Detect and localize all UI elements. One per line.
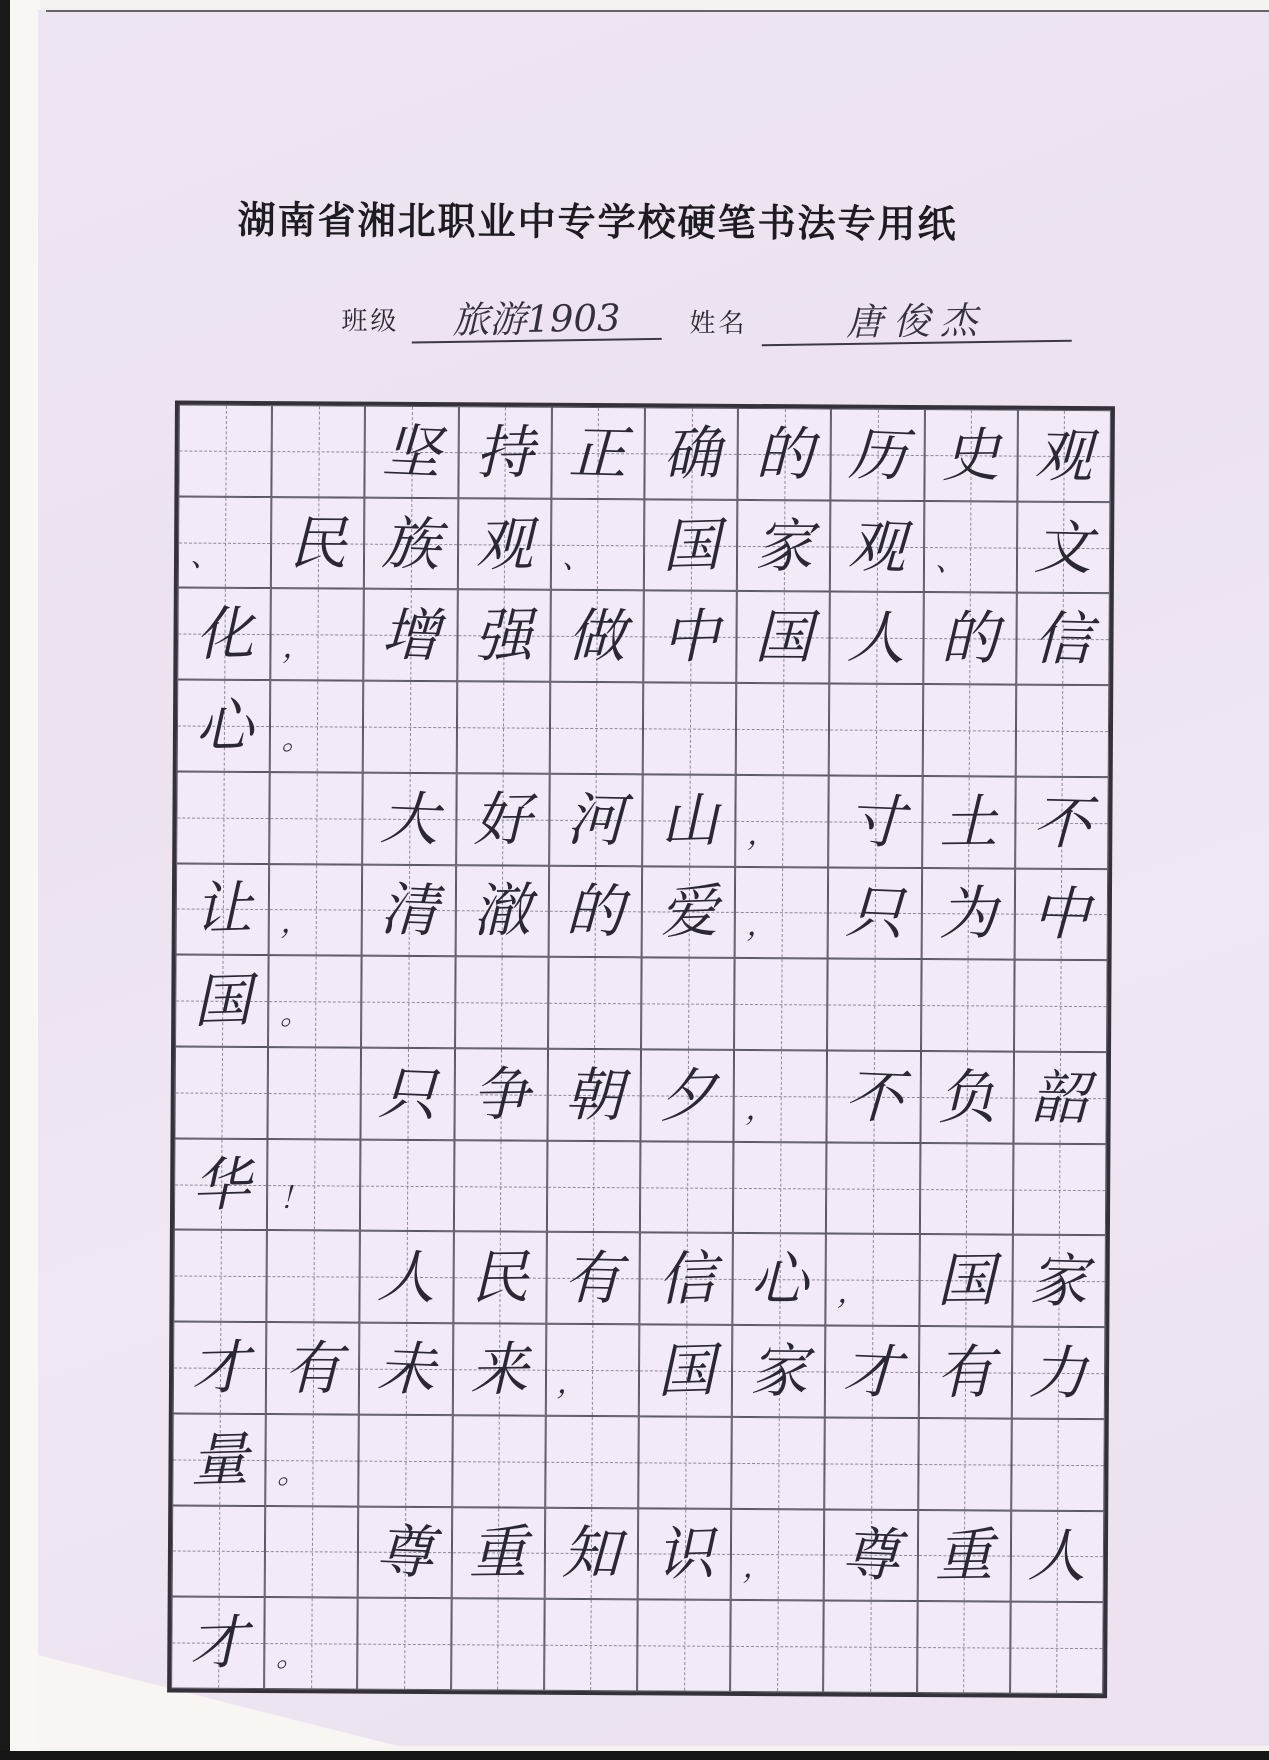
grid-cell [176,863,270,955]
handwritten-char: 家 [754,511,814,580]
grid-cell [458,406,552,498]
name-value-handwritten: 唐俊杰 [761,301,1072,347]
grid-cell [922,684,1016,776]
handwritten-char: 知 [561,1518,622,1589]
handwritten-char: 做 [567,601,627,672]
scan-content [28,10,1269,1753]
grid-cell [1017,410,1111,502]
handwritten-char: 的 [755,419,814,489]
grid-cell [359,1323,453,1415]
grid-cell [921,959,1015,1051]
handwritten-char: 山 [659,785,719,856]
handwritten-char: 。 [275,1639,307,1675]
handwritten-char: 不 [1032,787,1092,858]
handwritten-char: 有 [283,1334,343,1403]
grid-cell [643,591,737,683]
grid-cell [733,1142,827,1234]
grid-cell [454,1140,548,1232]
grid-cell [1012,1327,1106,1419]
grid-cell [546,1324,640,1416]
grid-cell [174,1138,268,1230]
handwritten-char: 。 [281,722,312,758]
grid-cell [172,1505,266,1597]
grid-cell [362,864,456,956]
grid-cell [1010,1510,1104,1602]
grid-cell [920,1051,1014,1143]
grid-cell [456,681,550,773]
grid-cell [178,405,272,497]
handwritten-char: 才 [188,1608,248,1678]
grid-cell [548,865,642,957]
handwritten-char: 来 [469,1335,529,1404]
grid-cell [643,682,737,774]
handwritten-char: ， [836,1275,869,1312]
grid-cell [550,682,644,774]
grid-cell [828,867,922,959]
handwritten-char: 强 [474,601,534,671]
grid-cell [642,866,736,958]
calligraphy-paper [38,10,1269,1746]
grid-cell [738,408,832,500]
grid-cell [358,1598,452,1690]
handwritten-char: 人 [846,602,907,674]
handwritten-char: 让 [192,874,253,945]
handwritten-char: 、 [935,542,966,578]
grid-cell [270,680,364,772]
handwritten-char: 。 [279,997,311,1033]
grid-cell [1015,685,1109,777]
grid-cell [829,684,923,776]
grid-cell [551,407,645,499]
name-label: 姓名 [689,308,748,338]
grid-cell [730,1600,824,1692]
handwritten-char: 化 [194,599,255,669]
grid-cell [734,1050,828,1142]
handwritten-char: 持 [475,418,535,487]
handwritten-char: 观 [474,509,534,579]
grid-cell [266,1322,360,1414]
handwritten-char: 不 [843,1061,905,1132]
handwritten-char: 为 [938,879,998,949]
grid-cell [1016,593,1110,685]
handwritten-char: 民 [470,1243,530,1313]
grid-cell [731,1417,825,1509]
grid-cell [644,407,738,499]
grid-cell [918,1326,1012,1418]
handwritten-char: 中 [1031,879,1092,949]
grid-cell [265,1414,359,1506]
handwritten-char: ， [747,816,778,852]
grid-cell [924,409,1018,501]
grid-cell [268,955,362,1047]
grid-cell [637,1600,731,1692]
handwritten-char: 尊 [840,1520,902,1591]
grid-cell [1015,776,1109,868]
grid-cell [640,1141,734,1233]
grid-cell [639,1233,733,1325]
grid-cell [268,1047,362,1139]
grid-cell [731,1508,825,1600]
grid-cell [363,681,457,773]
grid-cell [358,1506,452,1598]
handwritten-char: 澈 [472,876,532,946]
handwritten-char: 国 [936,1246,996,1315]
grid-cell [638,1508,732,1600]
grid-cell [823,1601,917,1693]
grid-cell [827,959,921,1051]
grid-cell [831,408,925,500]
grid-cell [456,773,550,865]
grid-cell [641,958,735,1050]
grid-cell [1010,1602,1104,1694]
grid-cell [826,1234,920,1326]
handwritten-char: 未 [375,1333,437,1405]
grid-cell [271,497,365,589]
handwritten-char: 力 [1028,1338,1089,1408]
handwritten-char: 才 [841,1336,903,1407]
grid-cell [173,1322,267,1414]
grid-cell [1017,501,1111,593]
handwritten-char: 有 [935,1337,995,1407]
grid-cell [265,1506,359,1598]
grid-cell [174,1046,268,1138]
page-title: 湖南省湘北职业中专学校硬笔书法专用纸 [237,199,958,247]
grid-cell [735,866,829,958]
grid-cell [1011,1418,1105,1510]
handwritten-char: 正 [568,418,628,488]
grid-cell [736,683,830,775]
grid-cell [1012,1235,1106,1327]
grid-cell [455,865,549,957]
grid-cell [546,1232,640,1324]
handwritten-char: 心 [750,1245,809,1314]
handwritten-char: 中 [660,602,721,672]
grid-cell [551,498,645,590]
handwritten-char: 。 [277,1455,308,1492]
handwritten-char: 民 [288,508,348,578]
handwritten-char: 观 [1034,421,1094,491]
grid-cell [176,771,270,863]
grid-cell [177,680,271,772]
grid-cell [171,1597,265,1689]
scanner-edge-bottom [0,1751,1269,1760]
grid-cell [457,498,551,590]
handwritten-char: 清 [378,875,440,946]
grid-cell [824,1509,918,1601]
class-label: 班级 [341,306,400,336]
handwritten-char: 朝 [564,1060,624,1130]
grid-cell [922,776,1016,868]
grid-cell [1013,1052,1107,1144]
grid-cell [829,775,923,867]
grid-cell [644,499,738,591]
handwritten-char: 识 [654,1519,715,1589]
handwritten-char: 有 [563,1243,623,1314]
grid-cell [172,1413,266,1505]
grid-cell [272,405,366,497]
grid-cell [548,957,642,1049]
grid-cell [364,589,458,681]
grid-cell [550,590,644,682]
handwritten-char: 、 [189,537,221,574]
grid-cell [364,497,458,589]
grid-cell [363,772,457,864]
grid-cell [454,1048,548,1140]
scanner-edge-left [0,0,10,1760]
handwritten-char: 文 [1033,512,1094,583]
grid-cell [453,1232,547,1324]
handwritten-char: 寸 [845,786,906,857]
grid-cell [918,1418,1012,1510]
grid-cell [547,1049,641,1141]
grid-cell [451,1507,545,1599]
handwritten-char: 观 [846,511,908,582]
grid-cell [638,1416,732,1508]
grid-cell [830,500,924,592]
handwritten-char: 国 [655,1335,716,1406]
grid-cell [919,1143,1013,1235]
grid-cell [270,588,364,680]
handwritten-char: 只 [844,878,906,949]
handwritten-char: 的 [565,876,626,947]
grid-cell [178,496,272,588]
grid-cell [452,1415,546,1507]
handwritten-char: 重 [468,1518,528,1588]
grid-cell [639,1324,733,1416]
grid-cell [452,1323,546,1415]
handwritten-char: 国 [191,966,252,1036]
grid-cell [923,592,1017,684]
grid-cell [264,1597,358,1689]
grid-cell [1013,1143,1107,1235]
handwritten-char: 人 [1027,1521,1088,1591]
grid-cell [365,406,459,498]
grid-cell [642,774,736,866]
handwritten-char: 尊 [374,1517,436,1588]
handwritten-char: 大 [379,783,440,854]
handwritten-char: 韶 [1030,1063,1090,1133]
grid-cell [827,1050,921,1142]
handwritten-char: 史 [941,420,1001,490]
handwritten-char: 人 [376,1242,438,1313]
grid-cell [825,1417,919,1509]
handwritten-char: 心 [193,690,254,761]
grid-cell [736,591,830,683]
grid-cell [734,958,828,1050]
handwritten-char: 历 [847,419,909,490]
handwritten-char: ， [282,630,313,666]
grid-cell [830,592,924,684]
grid-cell [455,956,549,1048]
grid-cell [451,1598,545,1690]
handwritten-char: ！ [278,1180,309,1216]
handwritten-char: ， [746,908,777,944]
handwritten-char: 重 [934,1521,994,1591]
handwritten-char: ， [742,1550,773,1586]
handwritten-char: 才 [189,1332,250,1403]
grid-cell [640,1049,734,1141]
grid-cell [545,1416,639,1508]
handwritten-char: 的 [940,604,1000,673]
grid-cell [360,1231,454,1323]
handwritten-char: 只 [377,1058,439,1129]
grid-cell [919,1234,1013,1326]
grid-cell [921,868,1015,960]
grid-cell [917,1510,1011,1602]
handwritten-char: 确 [661,418,722,489]
handwritten-char: 坚 [381,416,443,487]
handwritten-char: 土 [939,787,999,857]
writing-grid [167,400,1115,1698]
grid-cell [360,1139,454,1231]
grid-cell [269,864,363,956]
grid-cell [361,956,455,1048]
grid-cell [173,1230,267,1322]
handwritten-char: 国 [660,510,721,581]
grid-cell [923,501,1017,593]
grid-cell [457,590,551,682]
grid-cell [267,1139,361,1231]
grid-cell [175,955,269,1047]
handwritten-char: 增 [380,600,441,671]
grid-cell [267,1230,361,1322]
grid-cell [547,1140,641,1232]
meta-row [341,296,1071,345]
grid-cell [735,775,829,867]
handwritten-char: ， [556,1365,588,1402]
grid-cell [737,500,831,592]
handwritten-char: 好 [473,784,533,854]
handwritten-char: 河 [566,785,626,855]
grid-cell [544,1507,638,1599]
grid-cell [825,1326,919,1418]
handwritten-char: 信 [1033,604,1093,674]
handwritten-char: 信 [656,1244,717,1314]
grid-cell [1014,868,1108,960]
handwritten-char: 、 [562,540,593,576]
grid-cell [361,1048,455,1140]
grid-cell [1014,960,1108,1052]
handwritten-char: 国 [754,603,813,672]
handwritten-char: ， [745,1091,776,1128]
grid-cell [549,774,643,866]
grid-cell [177,588,271,680]
handwritten-char: 家 [1029,1246,1089,1316]
grid-cell [359,1414,453,1506]
grid-cell [733,1233,827,1325]
grid-cell [826,1142,920,1234]
grid-cell [269,772,363,864]
grid-cell [544,1599,638,1691]
grid-cell [732,1325,826,1417]
handwritten-char: 族 [380,508,442,579]
handwritten-char: 家 [749,1336,809,1406]
handwritten-char: 夕 [657,1060,718,1131]
handwritten-char: 量 [189,1424,250,1495]
handwritten-char: 负 [937,1062,997,1132]
grid-cell [917,1601,1011,1693]
class-value-handwritten: 旅游1903 [411,299,662,344]
handwritten-char: 华 [190,1149,251,1220]
handwritten-char: 爱 [658,877,719,947]
handwritten-char: ， [280,905,311,941]
handwritten-char: 争 [471,1059,531,1129]
